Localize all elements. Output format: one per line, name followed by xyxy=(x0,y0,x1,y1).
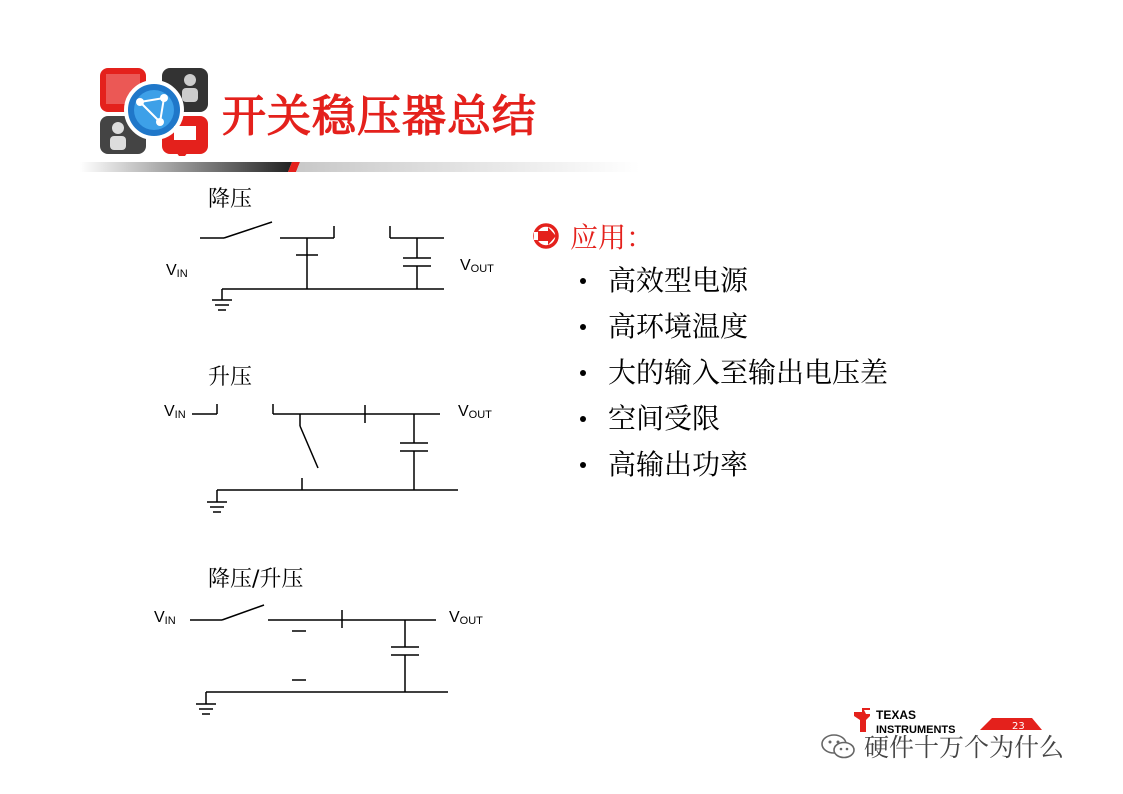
boost-circuit xyxy=(192,404,458,512)
buck-circuit xyxy=(200,222,444,310)
page-number: 23 xyxy=(1012,721,1025,732)
buck-boost-vin-label: $V_{IN}$ xyxy=(154,609,176,627)
page-title: 开关稳压器总结 xyxy=(222,91,537,142)
ti-logo-line1: TEXAS xyxy=(876,708,917,722)
bullet-icon xyxy=(580,462,586,468)
bullet-icon xyxy=(580,416,586,422)
buck-boost-switch xyxy=(222,605,264,620)
buck-boost-label: 降压/升压 xyxy=(208,567,304,592)
wechat-icon xyxy=(818,731,858,761)
circle-arrow-icon xyxy=(532,222,560,250)
boost-switch xyxy=(300,426,318,468)
applications-list xyxy=(580,258,888,488)
buck-vout-label: $V_{OUT}$ xyxy=(460,257,494,275)
bullet-icon xyxy=(580,324,586,330)
buck-boost-vout-label: $V_{OUT}$ xyxy=(449,609,483,627)
buck-boost-circuit xyxy=(190,605,448,714)
bullet-icon xyxy=(580,278,586,284)
applications-heading-text: 应用： xyxy=(570,221,655,254)
buck-label: 降压 xyxy=(208,187,253,212)
watermark xyxy=(818,728,1064,764)
bullet-icon xyxy=(580,370,586,376)
boost-label: 升压 xyxy=(208,365,253,390)
buck-vin-label: $V_{IN}$ xyxy=(166,262,188,280)
boost-vout-label: $V_{OUT}$ xyxy=(458,403,492,421)
watermark-text: 硬件十万个为什么 xyxy=(864,733,1065,762)
list-item: 空间受限 xyxy=(580,396,888,442)
boost-vin-label: $V_{IN}$ xyxy=(164,403,186,421)
applications-heading xyxy=(532,216,654,256)
ti-logo-line2: INSTRUMENTS xyxy=(876,724,956,736)
list-item: 高输出功率 xyxy=(580,442,888,488)
list-item: 高效型电源 xyxy=(580,258,888,304)
buck-switch xyxy=(224,222,272,238)
list-item: 大的输入至输出电压差 xyxy=(580,350,888,396)
list-item: 高环境温度 xyxy=(580,304,888,350)
